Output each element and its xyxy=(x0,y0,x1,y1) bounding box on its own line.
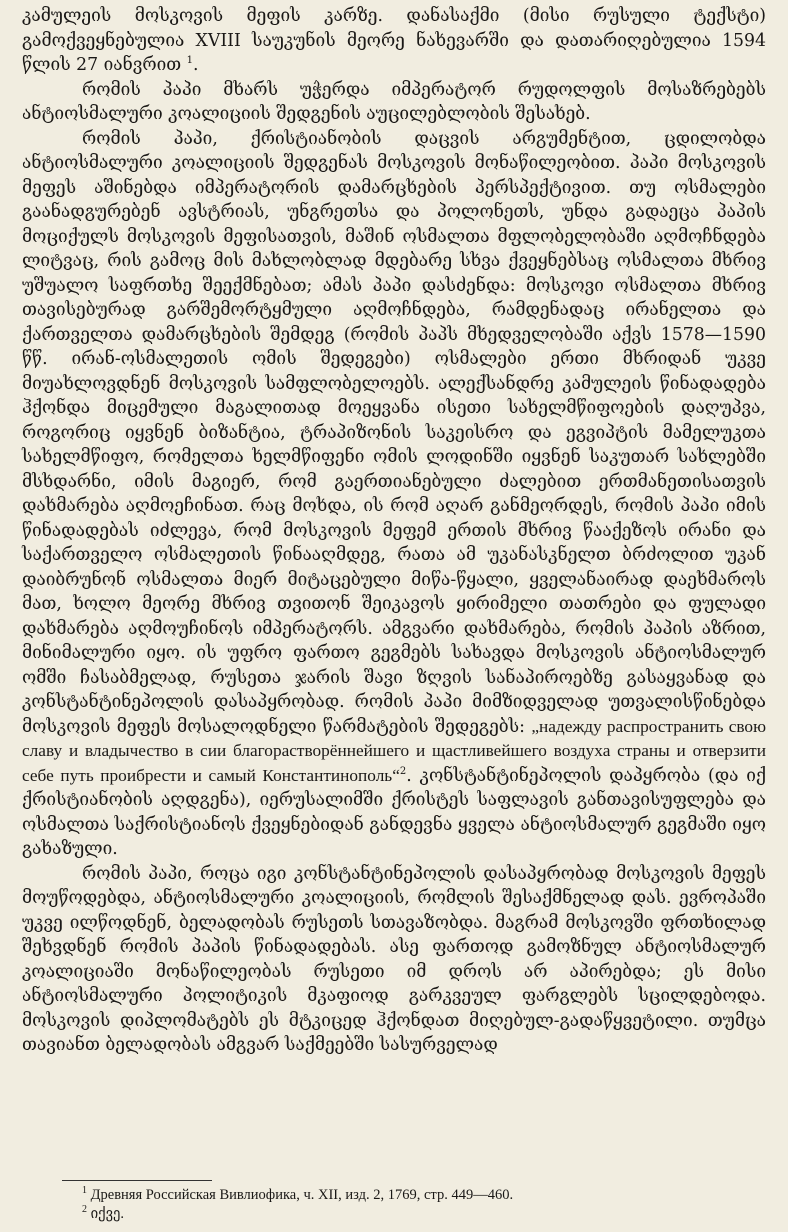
paragraph-text: რომის პაპი მხარს უჭერდა იმპერატორ რუდოლფის მოსაზრებებს ანტიოსმალური კოალიციის შედგენის აუცილებლობის შესახებ. xyxy=(22,79,766,124)
paragraph xyxy=(22,127,766,862)
paragraph xyxy=(22,862,766,1058)
footnote-divider xyxy=(62,1180,212,1181)
paragraph-text: რომის პაპი, როცა იგი კონსტანტინეპოლის დასაპყრობად მოსკოვის მეფეს მოუწოდებდა, ანტიოსმალური კოალიციის, რომლის შესაქმნელად დას. ევროპაში უკვე ილწოდნენ, ბელადობას რუსეთს სთავაზობდა. მაგრამ მოსკოვში ფრთხილად შეხვდნენ რომის პაპის წინადადებას. ასე ფართოდ გამოზნულ ანტიოსმალურ კოალიციაში მონაწილეობას რუსეთი იმ დროს არ აპირებდა; ეს მისი ანტიოსმალური პოლიტიკის მკაფიოდ გარკვეულ ფარგლებს სცილდებოდა. მოსკოვის დიპლომატებს ეს მტკიცედ ჰქონდათ მიღებულ-გადაწყვეტილი. თუმცა თავიანთ ბელადობას ამგვარ საქმეებში სასურველად xyxy=(22,863,766,1055)
paragraph xyxy=(22,4,766,78)
footnote-ref: 1 xyxy=(186,55,194,67)
footnotes xyxy=(82,1186,513,1224)
footnote-text: იქვე. xyxy=(90,1206,124,1222)
footnote xyxy=(82,1186,513,1205)
footnote-text: Древняя Российская Вивлиофика, ч. XII, изд. 2, 1769, стр. 449—460. xyxy=(90,1187,514,1203)
footnote-ref: 2 xyxy=(399,765,407,777)
body-text xyxy=(22,4,766,1058)
paragraph-text: რომის პაპი, ქრისტიანობის დაცვის არგუმენტით, ცდილობდა ანტიოსმალური კოალიციის შედგენას მოსკოვის მონაწილეობით. პაპი მოსკოვის მეფეს აშინებდა იმპერატორის დამარცხების პერსპექტივით. თუ ოსმალები გაანადგურებენ ავსტრიას, უნგრეთსა და პოლონეთს, უნდა გადაეცა პაპის მოციქულს მოსკოვის მეფისათვის, მაშინ ოსმალთა მფლობელობაში აღმოჩნდება ლიტვაც, რის გამოც მის მახლობლად მდებარე სხვა ქვეყნებსაც ოსმალთა მხრივ უშუალო საფრთხე შეექმნებათ; ამას პაპი დასძენდა: მოსკოვი ოსმალთა მხრივ თავისებურად გარშემორტყმული აღმოჩნდება, რამდენადაც ირანელთა და ქართველთა დამარცხების შემდეგ (რომის პაპს მხედველობაში აქვს 1578—1590 წწ. ირან-ოსმალეთის ომის შედეგები) ოსმალები ერთი მხრიდან უკვე მიუახლოვდნენ მოსკოვის სამფლობელოებს. ალექსანდრე კამულეის წინადადება ჰქონდა მიცემული მაგალითად მოეყვანა ისეთი სახელმწიფოების დაღუპვა, როგორიც იყვნენ ბიზანტია, ტრაპიზონის საკეისრო და ეგვიპტის მამელუკთა სახელმწიფო, რომელთა ხელმწიფენი ომის ლოდინში იყვნენ საკუთარ სახლებში მსხდარნი, იმის მაგიერ, რომ გაერთიანებული ძალებით ერთმანეთისათვის დახმარება აღმოეჩინათ. რაც მოხდა, ის რომ აღარ განმეორდეს, რომის პაპი იმის წინადადებას იძლევა, რომ მოსკოვის მეფემ ერთის მხრივ წააქეზოს ირანი და საქართველო ოსმალეთის წინააღმდეგ, რათა ამ უკანასკნელთ ბრძოლით უკან დაიბრუნონ ოსმალთა მიერ მიტაცებული მიწა-წყალი, ყველანაირად დაეხმაროს მათ, ხოლო მეორე მხრივ თვითონ შეიკავოს ყირიმელი თათრები და ფულადი დახმარება აღმოუჩინოს იმპერატორს. ამგვარი დახმარება, რომის პაპის აზრით, მინიმალური იყო. ის უფრო ფართო გეგმებს სახავდა მოსკოვის ანტიოსმალურ ომში ჩასაბმელად, რუსეთა ჯარის შავი ზღვის სანაპიროებზე გასაყვანად და კონსტანტინეპოლის დასაპყრობად. რომის პაპი მიმზიდველად უთვალისწინებდა მოსკოვის მეფეს მოსალოდნელი წარმატების შედეგებს: xyxy=(22,128,766,737)
paragraph-text: . კონსტანტინეპოლის დაპყრობა (და იქ ქრისტიანობის აღდგენა), იერუსალიმში ქრისტეს საფლავის განთავისუფლება და ოსმალთა საქრისტიანოს ქვეყნებიდან განდევნა ყველა ანტიოსმალურ გეგმაში იყო გახაზული. xyxy=(22,765,766,859)
paragraph-text: . xyxy=(193,55,199,75)
quoted-russian-text: „надежду распространить свою славу и владычество в сии благорастворённейшего и щастливейшего воздуха страны и отверзити себе путь проибрести и самый Константинополь“ xyxy=(22,716,766,785)
footnote xyxy=(82,1205,513,1224)
footnote-mark: 2 xyxy=(82,1204,87,1216)
paragraph xyxy=(22,78,766,127)
footnote-mark: 1 xyxy=(82,1185,87,1197)
paragraph-text: კამულეის მოსკოვის მეფის კარზე. დანასაქმი (მისი რუსული ტექსტი) გამოქვეყნებულია XVIII საუკუნის მეორე ნახევარში და დათარიღებულია 1594 წლის 27 იანვრით xyxy=(22,6,766,75)
